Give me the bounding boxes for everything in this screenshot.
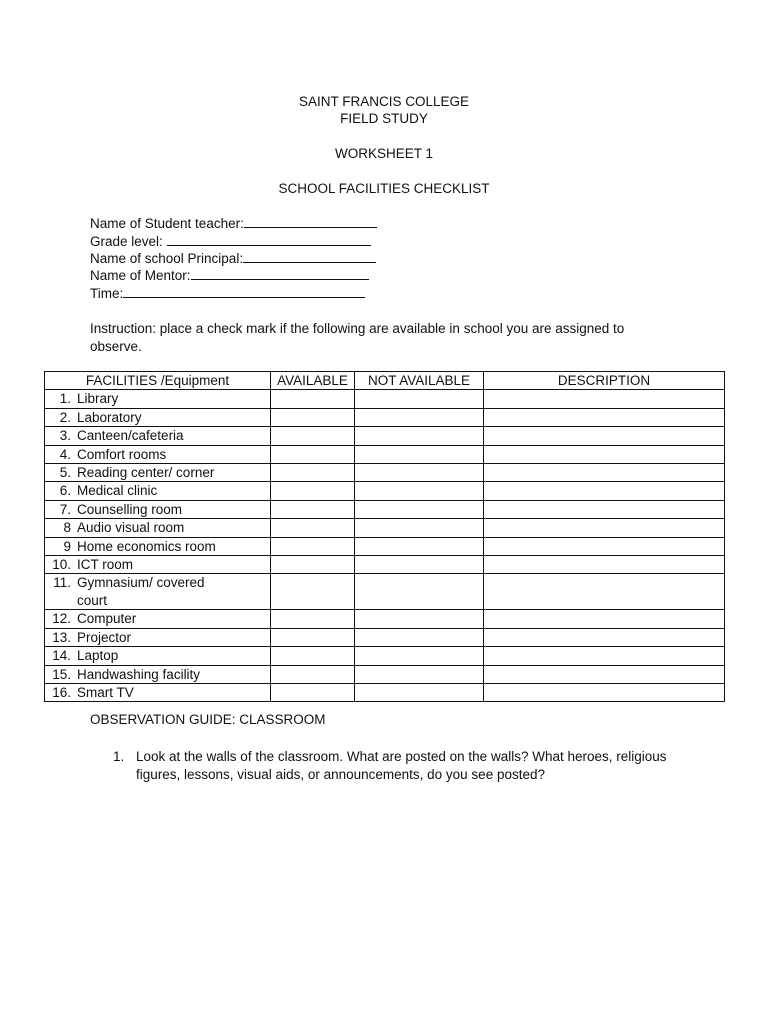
description-cell[interactable] xyxy=(484,427,725,445)
table-row xyxy=(45,610,725,628)
facility-cell xyxy=(45,408,271,426)
row-number: 11. xyxy=(53,575,71,591)
worksheet-label: WORKSHEET 1 xyxy=(334,146,434,161)
observation-question xyxy=(113,748,693,784)
not-available-header: NOT AVAILABLE xyxy=(355,372,484,390)
principal-field xyxy=(90,250,376,266)
table-row xyxy=(45,408,725,426)
grade-level-label: Grade level: xyxy=(90,234,167,249)
row-number: 3. xyxy=(59,428,71,444)
facility-name: Smart TV xyxy=(77,684,134,700)
facility-cell xyxy=(45,390,271,408)
table-row xyxy=(45,427,725,445)
table-row xyxy=(45,464,725,482)
facility-name: Reading center/ corner xyxy=(77,465,215,481)
available-header: AVAILABLE xyxy=(271,372,355,390)
facility-name: Home economics room xyxy=(77,538,216,554)
not-available-cell[interactable] xyxy=(355,445,484,463)
mentor-label: Name of Mentor: xyxy=(90,268,191,283)
available-cell[interactable] xyxy=(271,464,355,482)
row-number: 16. xyxy=(52,684,71,700)
checklist-title: SCHOOL FACILITIES CHECKLIST xyxy=(278,181,490,196)
facility-name: Laptop xyxy=(77,648,119,664)
facility-cell xyxy=(45,500,271,518)
row-number: 7. xyxy=(59,501,71,517)
not-available-cell[interactable] xyxy=(355,628,484,646)
available-cell[interactable] xyxy=(271,683,355,701)
not-available-cell[interactable] xyxy=(355,464,484,482)
available-cell[interactable] xyxy=(271,519,355,537)
facility-cell xyxy=(45,628,271,646)
facility-cell xyxy=(45,683,271,701)
available-cell[interactable] xyxy=(271,427,355,445)
observation-guide-title: OBSERVATION GUIDE: CLASSROOM xyxy=(90,712,326,727)
not-available-cell[interactable] xyxy=(355,500,484,518)
table-row xyxy=(45,556,725,574)
description-cell[interactable] xyxy=(484,610,725,628)
table-row xyxy=(45,665,725,683)
available-cell[interactable] xyxy=(271,537,355,555)
description-cell[interactable] xyxy=(484,464,725,482)
facility-cell xyxy=(45,519,271,537)
description-cell[interactable] xyxy=(484,445,725,463)
description-cell[interactable] xyxy=(484,665,725,683)
instruction-text: Instruction: place a check mark if the following are available in school you are assigned to observe. xyxy=(90,321,625,354)
program-name: FIELD STUDY xyxy=(340,111,428,126)
available-cell[interactable] xyxy=(271,610,355,628)
not-available-cell[interactable] xyxy=(355,647,484,665)
table-row xyxy=(45,628,725,646)
facility-name: Canteen/cafeteria xyxy=(77,428,184,444)
facility-cell xyxy=(45,610,271,628)
facility-cell xyxy=(45,537,271,555)
facility-cell xyxy=(45,665,271,683)
facility-name: Handwashing facility xyxy=(77,666,201,682)
table-row xyxy=(45,445,725,463)
description-cell[interactable] xyxy=(484,519,725,537)
student-teacher-field xyxy=(90,215,377,231)
facility-name: Audio visual room xyxy=(77,520,185,536)
row-number: 5. xyxy=(59,465,71,481)
description-cell[interactable] xyxy=(484,683,725,701)
description-cell[interactable] xyxy=(484,556,725,574)
table-row xyxy=(45,647,725,665)
row-number: 2. xyxy=(59,409,71,425)
row-number: 6. xyxy=(59,483,71,499)
description-cell[interactable] xyxy=(484,537,725,555)
available-cell[interactable] xyxy=(271,482,355,500)
facility-cell xyxy=(45,647,271,665)
available-cell[interactable] xyxy=(271,647,355,665)
not-available-cell[interactable] xyxy=(355,390,484,408)
description-cell[interactable] xyxy=(484,408,725,426)
not-available-cell[interactable] xyxy=(355,519,484,537)
available-cell[interactable] xyxy=(271,574,355,610)
principal-blank[interactable] xyxy=(243,250,376,263)
row-number: 8 xyxy=(63,520,71,536)
table-row xyxy=(45,390,725,408)
description-cell[interactable] xyxy=(484,500,725,518)
facilities-table xyxy=(44,371,725,702)
available-cell[interactable] xyxy=(271,628,355,646)
not-available-cell[interactable] xyxy=(355,408,484,426)
row-number: 12. xyxy=(52,611,71,627)
row-number: 10. xyxy=(52,557,71,573)
facility-name: Laboratory xyxy=(77,409,142,425)
grade-level-blank[interactable] xyxy=(167,233,371,246)
not-available-cell[interactable] xyxy=(355,683,484,701)
available-cell[interactable] xyxy=(271,408,355,426)
mentor-blank[interactable] xyxy=(191,267,369,280)
facility-cell xyxy=(45,556,271,574)
row-number: 1. xyxy=(59,391,71,407)
not-available-cell[interactable] xyxy=(355,556,484,574)
question-text: Look at the walls of the classroom. What are posted on the walls? What heroes, religious figures, lessons, visual aids, or announcements, do you see posted? xyxy=(136,749,667,782)
table-row xyxy=(45,482,725,500)
available-cell[interactable] xyxy=(271,390,355,408)
facility-cell xyxy=(45,464,271,482)
time-label: Time: xyxy=(90,286,124,301)
row-number: 13. xyxy=(52,629,71,645)
row-number: 14. xyxy=(52,648,71,664)
not-available-cell[interactable] xyxy=(355,482,484,500)
description-cell[interactable] xyxy=(484,647,725,665)
time-blank[interactable] xyxy=(123,285,365,298)
facility-name: Projector xyxy=(77,629,132,645)
table-row xyxy=(45,519,725,537)
available-cell[interactable] xyxy=(271,500,355,518)
available-cell[interactable] xyxy=(271,556,355,574)
table-header-row xyxy=(45,372,725,390)
facilities-header: FACILITIES /Equipment xyxy=(45,372,271,390)
question-number: 1. xyxy=(113,749,125,764)
mentor-field xyxy=(90,267,369,283)
available-cell[interactable] xyxy=(271,445,355,463)
not-available-cell[interactable] xyxy=(355,537,484,555)
not-available-cell[interactable] xyxy=(355,574,484,610)
facility-cell xyxy=(45,482,271,500)
student-teacher-label: Name of Student teacher: xyxy=(90,216,244,231)
table-row xyxy=(45,574,725,610)
description-cell[interactable] xyxy=(484,574,725,610)
facility-name: Gymnasium/ covered court xyxy=(77,575,205,608)
facility-cell xyxy=(45,445,271,463)
time-field xyxy=(90,285,365,301)
facility-name: Medical clinic xyxy=(77,483,158,499)
facility-cell xyxy=(45,427,271,445)
facility-name: Comfort rooms xyxy=(77,446,167,462)
table-row xyxy=(45,500,725,518)
not-available-cell[interactable] xyxy=(355,610,484,628)
table-row xyxy=(45,683,725,701)
row-number: 4. xyxy=(59,446,71,462)
description-cell[interactable] xyxy=(484,482,725,500)
description-header: DESCRIPTION xyxy=(484,372,725,390)
description-cell[interactable] xyxy=(484,628,725,646)
grade-level-field xyxy=(90,233,371,249)
principal-label: Name of school Principal: xyxy=(90,251,244,266)
student-teacher-blank[interactable] xyxy=(244,215,377,228)
available-cell[interactable] xyxy=(271,665,355,683)
facility-name: Counselling room xyxy=(77,501,183,517)
row-number: 15. xyxy=(52,666,71,682)
facility-name: Computer xyxy=(77,611,137,627)
description-cell[interactable] xyxy=(484,390,725,408)
table-row xyxy=(45,537,725,555)
row-number: 9 xyxy=(63,538,71,554)
not-available-cell[interactable] xyxy=(355,427,484,445)
college-name: SAINT FRANCIS COLLEGE xyxy=(298,94,470,109)
not-available-cell[interactable] xyxy=(355,665,484,683)
facility-cell xyxy=(45,574,271,610)
facility-name: Library xyxy=(77,391,119,407)
facility-name: ICT room xyxy=(77,557,134,573)
